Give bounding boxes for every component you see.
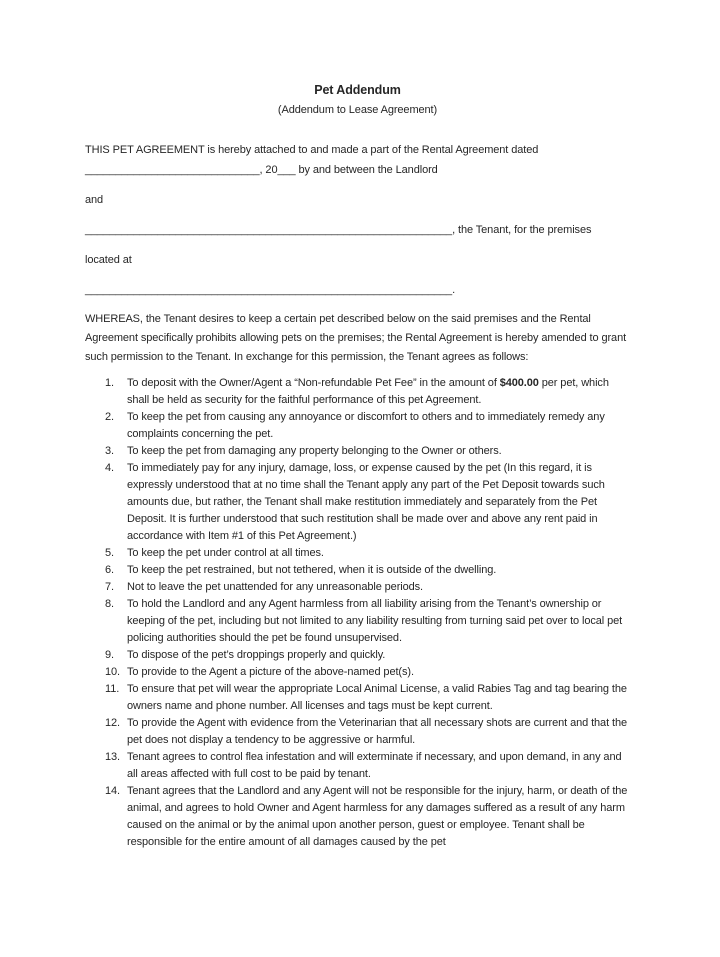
premises-line — [85, 280, 630, 300]
list-item-text: Tenant agrees that the Landlord and any Agent will not be responsible for the injury, harm, or death of the animal, and agrees to hold Owner and Agent harmless for any damages suffered as a result of any harm caused on the animal or by the animal upon another person, guest or employee. Tenant shall be responsible for the entire amount of all damages caused by the pet — [127, 785, 628, 848]
tenant-line — [85, 220, 630, 240]
list-item-number: 12. — [105, 717, 120, 729]
list-item — [85, 664, 630, 681]
list-item-number: 1. — [105, 377, 114, 389]
list-item-number: 8. — [105, 598, 114, 610]
agreement-list — [85, 375, 630, 851]
intro-text: THIS PET AGREEMENT is hereby attached to and made a part of the Rental Agreement dated — [85, 144, 539, 156]
whereas-paragraph: WHEREAS, the Tenant desires to keep a certain pet described below on the said premises and the Rental Agreement specifically prohibits allowing pets on the premises; the Rental Agreement is hereby amended to grant such permission to the Tenant. In exchange for this permission, the Tenant agrees as follows: — [85, 313, 627, 363]
list-item-number: 9. — [105, 649, 114, 661]
list-item-number: 3. — [105, 445, 114, 457]
list-item — [85, 783, 630, 851]
intro-text-continued: , 20___ by and between the Landlord — [259, 164, 438, 176]
list-item — [85, 681, 630, 715]
list-item — [85, 375, 630, 409]
list-item — [85, 715, 630, 749]
list-item-number: 13. — [105, 751, 120, 763]
list-item-text: To ensure that pet will wear the appropriate Local Animal License, a valid Rabies Tag and tag bearing the owners name and phone number. All licenses and tags must be kept current. — [127, 683, 627, 712]
list-item-text: To deposit with the Owner/Agent a “Non-refundable Pet Fee” in the amount of $400.00 per pet, which shall be held as security for the faithful performance of this pet Agreement. — [127, 377, 609, 406]
list-item — [85, 409, 630, 443]
list-item-number: 7. — [105, 581, 114, 593]
list-item-text: To keep the pet from damaging any property belonging to the Owner or others. — [127, 445, 502, 457]
list-item-text: To provide the Agent with evidence from the Veterinarian that all necessary shots are current and that the pet does not display a tendency to be aggressive or harmful. — [127, 717, 627, 746]
list-item-number: 2. — [105, 411, 114, 423]
list-item — [85, 596, 630, 647]
list-item — [85, 443, 630, 460]
list-item-text: To hold the Landlord and any Agent harmless from all liability arising from the Tenant’s ownership or keeping of the pet, including but not limited to any liability resulting from turning said pet over to local pet policing authorities should the pet be found unsupervised. — [127, 598, 623, 644]
list-item-text: To immediately pay for any injury, damage, loss, or expense caused by the pet (In this regard, it is expressly understood that at no time shall the Tenant apply any part of the Pet Deposit towards such amounts due, but rather, the Tenant shall make restitution immediately and separately from the Pet Deposit. It is further understood that such restitution shall be made over and above any rent paid in accordance with Item #1 of this Pet Agreement.) — [127, 462, 605, 542]
tenant-name-blank: _____________________________________________________________ — [85, 224, 453, 236]
tenant-line-text: , the Tenant, for the premises — [452, 224, 592, 236]
list-item-number: 14. — [105, 785, 120, 797]
list-item-text: To keep the pet from causing any annoyance or discomfort to others and to immediately remedy any complaints concerning the pet. — [127, 411, 605, 440]
premises-address-blank: _____________________________________________________________ — [85, 284, 453, 296]
list-item-text: Tenant agrees to control flea infestation and will exterminate if necessary, and upon demand, in any and all areas affected with full cost to be paid by tenant. — [127, 751, 622, 780]
list-item — [85, 545, 630, 562]
list-item — [85, 460, 630, 545]
list-item-number: 5. — [105, 547, 114, 559]
page-subtitle: (Addendum to Lease Agreement) — [277, 104, 438, 116]
list-item-number: 6. — [105, 564, 114, 576]
page-title: Pet Addendum — [314, 83, 401, 97]
list-item-text: Not to leave the pet unattended for any unreasonable periods. — [127, 581, 424, 593]
located-at-label: located at — [85, 254, 132, 266]
and-label: and — [85, 194, 104, 206]
premises-line-period: . — [452, 284, 456, 296]
list-item-text: To dispose of the pet’s droppings properly and quickly. — [127, 649, 386, 661]
rental-agreement-date-blank: _____________________________ — [85, 164, 260, 176]
list-item — [85, 749, 630, 783]
list-item — [85, 562, 630, 579]
intro-paragraph-agreement — [85, 140, 630, 180]
list-item — [85, 579, 630, 596]
list-item — [85, 647, 630, 664]
list-item-text: To provide to the Agent a picture of the above-named pet(s). — [127, 666, 414, 678]
list-item-number: 4. — [105, 462, 114, 474]
list-item-number: 10. — [105, 666, 120, 678]
list-item-text: To keep the pet under control at all times. — [127, 547, 324, 559]
list-item-number: 11. — [105, 683, 120, 695]
list-item-text: To keep the pet restrained, but not tethered, when it is outside of the dwelling. — [127, 564, 497, 576]
